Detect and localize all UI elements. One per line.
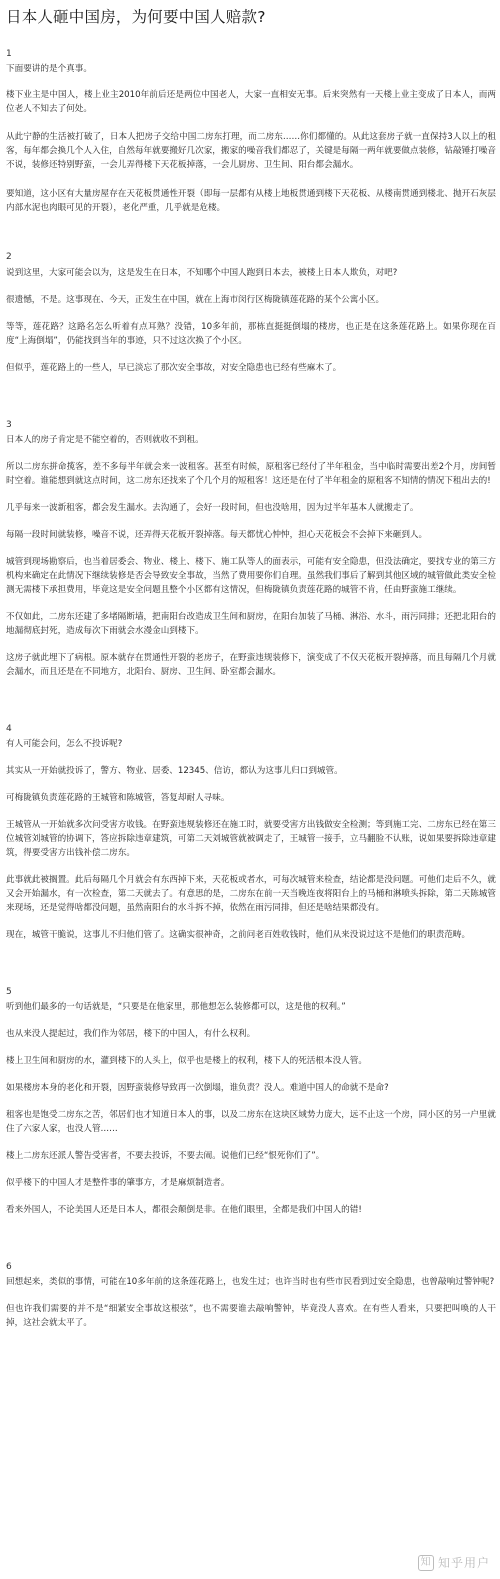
watermark [418, 1554, 490, 1571]
paragraph: 每隔一段时间就装修，噪音不说，还弄得天花板开裂掉落。每天都忧心忡忡，担心天花板会不会掉下来砸到人。 [6, 530, 428, 540]
paragraph: 但似乎，莲花路上的一些人，早已淡忘了那次安全事故，对安全隐患也已经有些麻木了。 [6, 363, 342, 373]
section-number: 4 [6, 724, 12, 734]
watermark-text: 知乎用户 [437, 1556, 490, 1570]
paragraph: 似乎楼下的中国人才是整件事的肇事方，才是麻烦制造者。 [6, 1178, 230, 1188]
paragraph: 这房子就此埋下了病根。原本就存在贯通性开裂的老房子，在野蛮违规装修下，演变成了不仅天花板开裂掉落，而且每隔几个月就会漏水，而且还是在不同地方，北阳台、厨房、卫生间、卧室都会漏水。 [6, 653, 496, 677]
paragraph: 看来外国人，不论美国人还是日本人，都很会颠倒是非。在他们眼里，全都是我们中国人的错! [6, 1205, 362, 1215]
section-1 [6, 48, 496, 215]
paragraph: 有人可能会问，怎么不投诉呢? [6, 739, 123, 749]
paragraph: 等等，莲花路？这路名怎么听着有点耳熟？没错，10多年前，那栋直挺挺倒塌的楼房，也正是在这条莲花路上。如果你现在百度“上海倒塌”，仍能找到当年的事迹，只不过这次换了个小区。 [6, 322, 496, 346]
paragraph: 其实从一开始就投诉了，警方、物业、居委、12345、信访，都认为这事儿归口到城管。 [6, 766, 343, 776]
paragraph: 楼下业主是中国人，楼上业主2010年前后还是两位中国老人，大家一直相安无事。后来突然有一天楼上业主变成了日本人，而两位老人不知去了何处。 [6, 90, 496, 114]
paragraph: 听到他们最多的一句话就是，“只要是在他家里，那他想怎么装修都可以，这是他的权利。” [6, 1002, 346, 1012]
paragraph: 此事就此被搁置。此后每隔几个月就会有东西掉下来，天花板或者水，可每次城管来检查，结论都是没问题。可他们走后不久，就又会开始漏水，有一次检查，第二天就去了。有意思的是，二房东在前一天当晚连夜将阳台上的马桶和淋喷头拆除，第二天陈城管来现场，还是觉得啥都没问题，虽然南阳台的水斗拆不掉，依然在雨污同排，但还是啥结果都没有。 [6, 875, 496, 913]
section-3 [6, 419, 496, 679]
paragraph: 说到这里，大家可能会以为，这是发生在日本，不知哪个中国人跑到日本去，被楼上日本人欺负，对吧? [6, 268, 398, 278]
paragraph: 如果楼房本身的老化和开裂，因野蛮装修导致再一次倒塌，谁负责？没人。难道中国人的命就不是命? [6, 1083, 389, 1093]
paragraph: 城管到现场勘察后，也当着居委会、物业、楼上、楼下、施工队等人的面表示，可能有安全隐患，但没法确定，要找专业的第三方机构来确定在此情况下继续装修是否会导致安全事故，当然了费用要你们自理。虽然我们事后了解到其他区域的城管做此类安全检测无需楼下承担费用，毕竟这是安全问题且整个小区都有这情况，但梅陇镇负责莲花路的城管不肯，任由野蛮施工继续。 [6, 557, 496, 595]
section-number: 1 [6, 49, 12, 59]
paragraph: 也从来没人提起过，我们作为邻居，楼下的中国人，有什么权利。 [6, 1029, 256, 1039]
section-5 [6, 986, 496, 1217]
paragraph: 但也许我们需要的并不是“细紧安全事故这根弦”，也不需要谁去敲响警钟，毕竟没人喜欢。在有些人看来，只要把叫唤的人干掉，这社会就太平了。 [6, 1304, 496, 1328]
zhihu-logo-icon: 知 [418, 1555, 434, 1571]
section-4 [6, 723, 496, 942]
paragraph: 现在，城管干脆说，这事儿不归他们管了。这确实很神奇，之前问老百姓收钱时，他们从来没说过这不是他们的职责范畴。 [6, 930, 471, 940]
paragraph: 不仅如此，二房东还建了多堵隔断墙，把南阳台改造成卫生间和厨房，在阳台加装了马桶、淋浴、水斗，雨污同排；还把北阳台的地漏彻底封死，造成每次下雨就会水漫金山到楼下。 [6, 612, 496, 636]
section-2 [6, 251, 496, 375]
paragraph: 楼上二房东还派人警告受害者，不要去投诉，不要去闹。说他们已经“恨死你们了”。 [6, 1151, 325, 1161]
paragraph: 回想起来，类似的事情，可能在10多年前的这条莲花路上，也发生过；也许当时也有些市民看到过安全隐患，也曾敲响过警钟呢? [6, 1277, 495, 1287]
paragraph: 下面要讲的是个真事。 [6, 64, 92, 74]
section-number: 5 [6, 987, 12, 997]
section-number: 2 [6, 252, 12, 262]
section-number: 3 [6, 420, 12, 430]
section-6 [6, 1261, 496, 1330]
paragraph: 要知道，这小区有大量房屋存在天花板贯通性开裂（即每一层都有从楼上地板贯通到楼下天花板、从楼南贯通到楼北、抛开石灰层内部水泥也肉眼可见的开裂），老化严重，几乎就是危楼。 [6, 189, 496, 213]
paragraph: 很遗憾，不是。这事现在、今天，正发生在中国，就在上海市闵行区梅陇镇莲花路的某个公寓小区。 [6, 295, 385, 305]
article-title: 日本人砸中国房，为何要中国人赔款? [6, 8, 266, 26]
paragraph: 可梅陇镇负责莲花路的王城管和陈城管，答复却耐人寻味。 [6, 793, 230, 803]
paragraph: 租客也是饱受二房东之苦，邻居们也才知道日本人的事，以及二房东在这块区域势力庞大，远不止这一个房，同小区的另一户里就住了六家人家，也没人管…… [6, 1110, 496, 1134]
section-number: 6 [6, 1262, 12, 1272]
paragraph: 从此宁静的生活被打破了，日本人把房子交给中国二房东打理，而二房东……你们都懂的。从此这套房子就一直保持3人以上的租客，每年都会换几个人入住，自然每年就要搬好几次家，搬家的噪音我们都忍了，关键是每隔一两年就要做点装修，钻敲锤打噪音不说，装修还特别野蛮，一会儿弄得楼下天花板掉落，一会儿厨房、卫生间、阳台都会漏水。 [6, 132, 496, 170]
paragraph: 几乎每来一波新租客，都会发生漏水。去沟通了，会好一段时间，但也没啥用，因为过半年基本人就搬走了。 [6, 503, 419, 513]
paragraph: 王城管从一开始就多次问受害方收钱。在野蛮违规装修还在施工时，就要受害方出钱做安全检测；等到施工完、二房东已经在第三位城管刘城管的协调下，答应拆除违章建筑，可第二天刘城管就被调走了，王城管一接手，立马翻脸不认账，说如果要拆除违章建筑，得要受害方出钱补偿二房东。 [6, 820, 496, 858]
paragraph: 日本人的房子肯定是不能空着的，否则就收不到租。 [6, 435, 204, 445]
paragraph: 楼上卫生间和厨房的水，灌到楼下的人头上，似乎也是楼上的权利，楼下人的死活根本没人管。 [6, 1056, 367, 1066]
paragraph: 所以二房东拼命揽客，差不多每半年就会来一波租客。甚至有时候，原租客已经付了半年租金，当中临时需要出差2个月，房间暂时空着。谁能想到就这点时间，这二房东还找来了个几个月的短租客！这还是在付了半年租金的原租客不知情的情况下租出去的! [6, 462, 496, 486]
